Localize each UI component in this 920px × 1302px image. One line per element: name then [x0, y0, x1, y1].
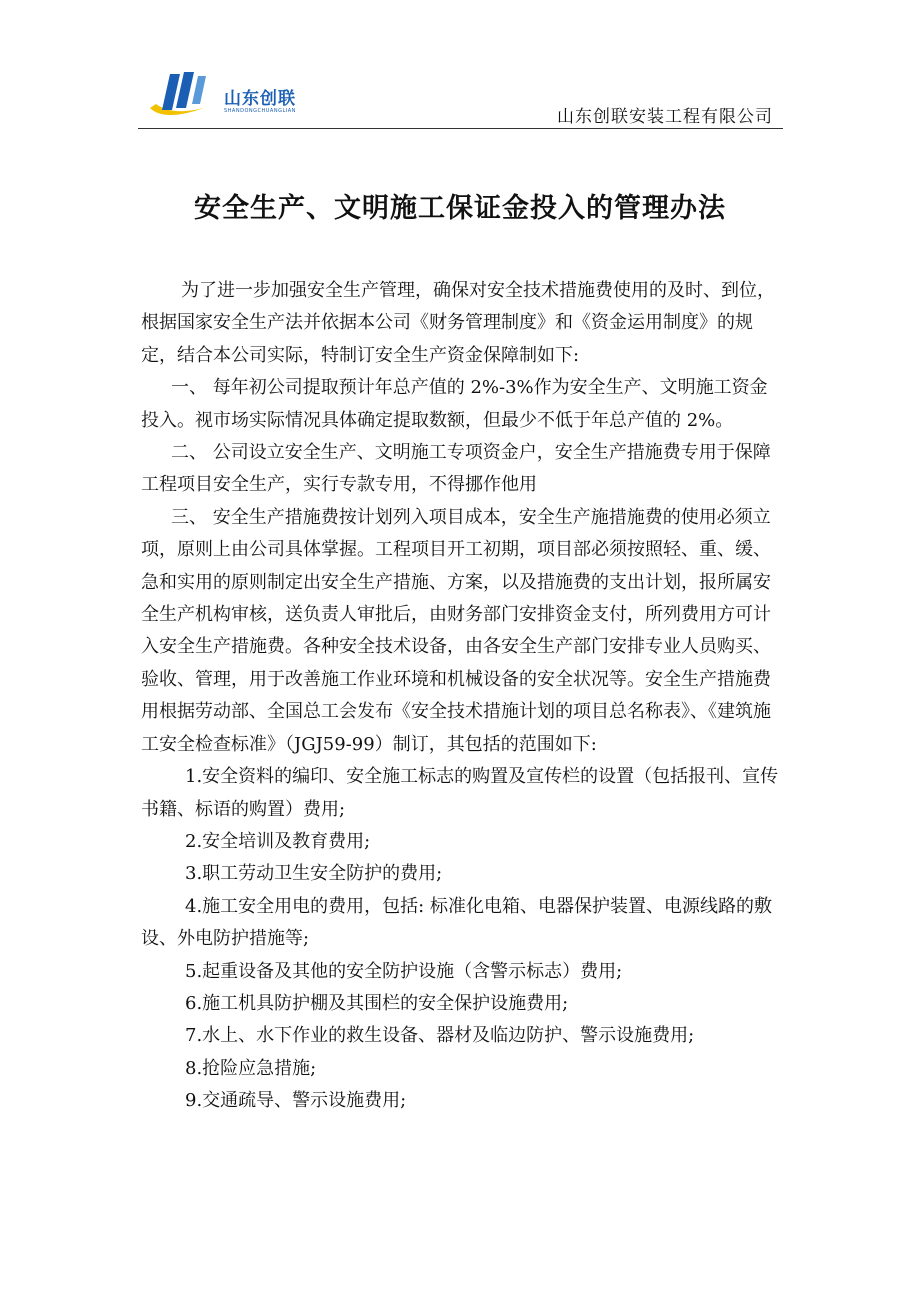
logo-emblem-icon: [146, 64, 218, 124]
company-name: 山东创联安装工程有限公司: [557, 107, 773, 127]
paragraph-item-1: 一、 每年初公司提取预计年总产值的 2%-3%作为安全生产、文明施工资金投入。视市场实际情况具体确定提取数额，但最少不低于年总产值的 2%。: [141, 377, 768, 431]
list-item: 7.水上、水下作业的救生设备、器材及临边防护、警示设施费用;: [185, 1025, 695, 1047]
list-item: 9.交通疏导、警示设施费用;: [185, 1090, 407, 1112]
list-item: 5.起重设备及其他的安全防护设施（含警示标志）费用;: [185, 960, 623, 982]
list-item: 2.安全培训及教育费用;: [185, 830, 371, 852]
paragraph-item-2: 二、 公司设立安全生产、文明施工专项资金户，安全生产措施费专用于保障工程项目安全生产，实行专款专用，不得挪作他用: [141, 442, 771, 496]
list-item: 8.抢险应急措施;: [185, 1057, 317, 1079]
list-item: 3.职工劳动卫生安全防护的费用;: [185, 863, 443, 885]
document-title: 安全生产、文明施工保证金投入的管理办法: [194, 193, 726, 224]
company-logo: [146, 64, 306, 124]
document-body: [141, 275, 781, 1118]
paragraph-intro: 为了进一步加强安全生产管理，确保对安全技术措施费使用的及时、到位，根据国家安全生产法并依据本公司《财务管理制度》和《资金运用制度》的规定，结合本公司实际，特制订安全生产资金保障制如下:: [141, 280, 775, 366]
logo-text: 山东创联: [224, 89, 296, 109]
list-item: 4.施工安全用电的费用，包括: 标准化电箱、电器保护装置、电源线路的敷设、外电防护措施等;: [141, 895, 772, 950]
page-header: [138, 58, 783, 130]
list-item: 6.施工机具防护棚及其围栏的安全保护设施费用;: [185, 992, 569, 1014]
paragraph-item-3: 三、 安全生产措施费按计划列入项目成本，安全生产施措施费的使用必须立项，原则上由公司具体掌握。工程项目开工初期，项目部必须按照轻、重、缓、急和实用的原则制定出安全生产措施、方案，以及措施费的支出计划，报所属安全生产机构审核，送负责人审批后，由财务部门安排资金支付，所列费用方可计入安全生产措施费。各种安全技术设备，由各安全生产部门安排专业人员购买、验收、管理，用于改善施工作业环境和机械设备的安全状况等。安全生产措施费用根据劳动部、全国总工会发布《安全技术措施计划的项目总名称表》、《建筑施工安全检查标准》（JGJ59-99）制订，其包括的范围如下:: [141, 506, 771, 755]
list-item: 1.安全资料的编印、安全施工标志的购置及宣传栏的设置（包括报刊、宣传书籍、标语的购置）费用;: [141, 766, 779, 820]
header-divider: [138, 128, 783, 129]
logo-subtext: SHANDONGCHUANGLIAN: [224, 108, 296, 114]
